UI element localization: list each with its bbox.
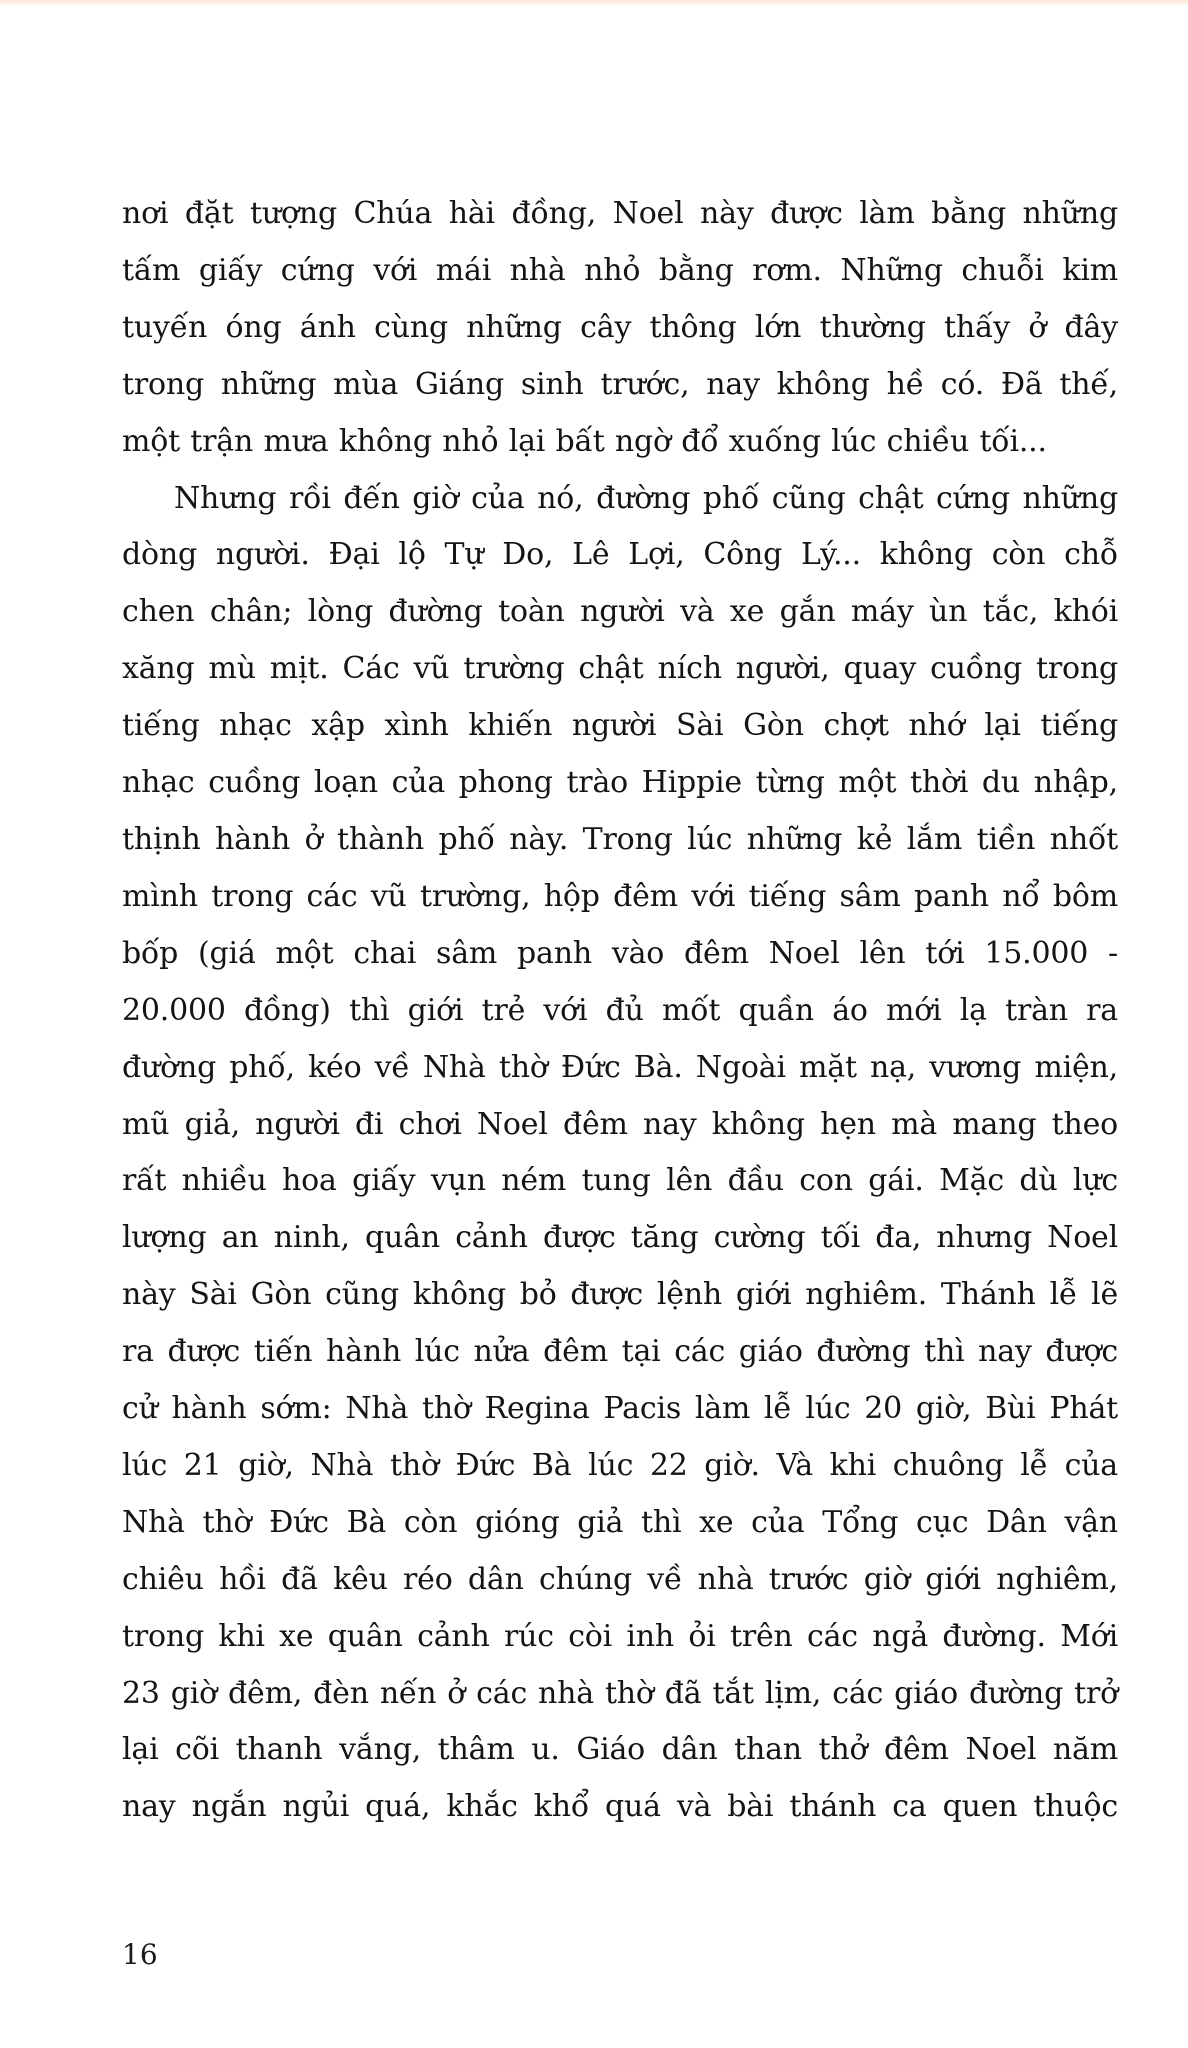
text-line: lại cõi thanh vắng, thâm u. Giáo dân than thở đêm Noel năm — [122, 1732, 1118, 1768]
text-line: chiêu hồi đã kêu réo dân chúng về nhà trước giờ giới nghiêm, — [122, 1561, 1118, 1597]
text-line: nay ngắn ngủi quá, khắc khổ quá và bài thánh ca quen thuộc — [122, 1789, 1118, 1825]
page-number: 16 — [122, 1938, 158, 1971]
text-line: mình trong các vũ trường, hộp đêm với tiếng sâm panh nổ bôm — [122, 878, 1118, 914]
text-line: 20.000 đồng) thì giới trẻ với đủ mốt quần áo mới lạ tràn ra — [122, 992, 1118, 1028]
text-line: chen chân; lòng đường toàn người và xe gắn máy ùn tắc, khói — [122, 594, 1118, 630]
text-line: nơi đặt tượng Chúa hài đồng, Noel này được làm bằng những — [122, 196, 1118, 231]
text-line: tiếng nhạc xập xình khiến người Sài Gòn chợt nhớ lại tiếng — [122, 708, 1118, 744]
text-line: thịnh hành ở thành phố này. Trong lúc những kẻ lắm tiền nhốt — [122, 821, 1118, 857]
text-line: trong khi xe quân cảnh rúc còi inh ỏi trên các ngả đường. Mới — [122, 1618, 1118, 1654]
text-line: tuyến óng ánh cùng những cây thông lớn thường thấy ở đây — [122, 309, 1118, 345]
text-line: xăng mù mịt. Các vũ trường chật ních người, quay cuồng trong — [122, 651, 1118, 687]
page-top-edge — [0, 0, 1188, 6]
text-line: Nhưng rồi đến giờ của nó, đường phố cũng chật cứng những — [174, 480, 1118, 516]
text-line: lúc 21 giờ, Nhà thờ Đức Bà lúc 22 giờ. Và khi chuông lễ của — [122, 1447, 1118, 1483]
text-line: dòng người. Đại lộ Tự Do, Lê Lợi, Công Lý... không còn chỗ — [122, 537, 1118, 573]
text-line: tấm giấy cứng với mái nhà nhỏ bằng rơm. Những chuỗi kim — [122, 252, 1118, 288]
book-page-body — [122, 186, 1118, 1836]
text-line: trong những mùa Giáng sinh trước, nay không hề có. Đã thế, — [122, 366, 1118, 402]
text-line: cử hành sớm: Nhà thờ Regina Pacis làm lễ lúc 20 giờ, Bùi Phát — [122, 1391, 1118, 1427]
text-line: đường phố, kéo về Nhà thờ Đức Bà. Ngoài mặt nạ, vương miện, — [122, 1049, 1118, 1085]
text-line: một trận mưa không nhỏ lại bất ngờ đổ xuống lúc chiều tối... — [122, 423, 1047, 459]
text-line: bốp (giá một chai sâm panh vào đêm Noel lên tới 15.000 - — [122, 935, 1118, 971]
text-line: rất nhiều hoa giấy vụn ném tung lên đầu con gái. Mặc dù lực — [122, 1163, 1118, 1199]
text-line: 23 giờ đêm, đèn nến ở các nhà thờ đã tắt lịm, các giáo đường trở — [122, 1675, 1118, 1711]
text-line: này Sài Gòn cũng không bỏ được lệnh giới nghiêm. Thánh lễ lẽ — [122, 1277, 1118, 1313]
text-line: ra được tiến hành lúc nửa đêm tại các giáo đường thì nay được — [122, 1334, 1118, 1370]
text-line: lượng an ninh, quân cảnh được tăng cường tối đa, nhưng Noel — [122, 1220, 1118, 1256]
text-line: nhạc cuồng loạn của phong trào Hippie từng một thời du nhập, — [122, 765, 1118, 801]
text-line: Nhà thờ Đức Bà còn gióng giả thì xe của Tổng cục Dân vận — [122, 1504, 1118, 1540]
text-line: mũ giả, người đi chơi Noel đêm nay không hẹn mà mang theo — [122, 1106, 1118, 1142]
paragraph-1 — [122, 186, 1118, 471]
paragraph-2 — [122, 471, 1118, 1837]
